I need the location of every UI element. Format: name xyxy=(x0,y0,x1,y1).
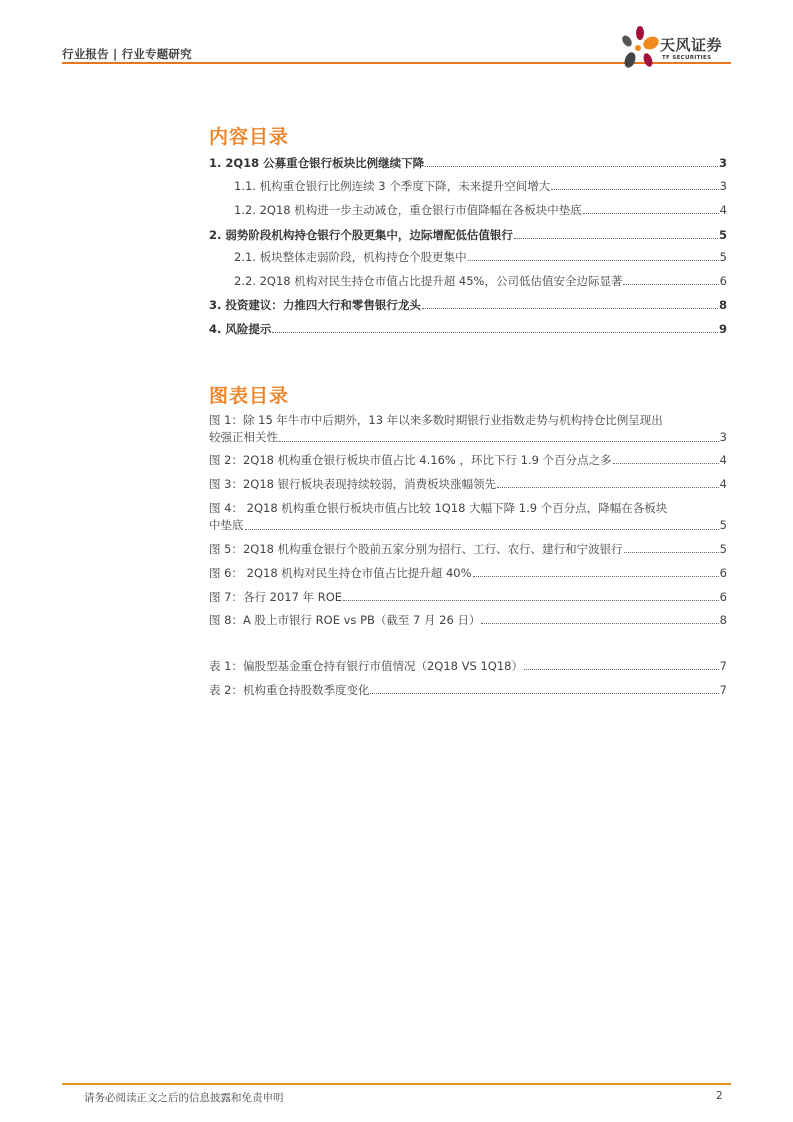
flower-logo-icon xyxy=(618,24,662,74)
company-logo xyxy=(618,24,738,74)
figure-item[interactable] xyxy=(209,412,727,446)
figure-item-page: 8 xyxy=(719,613,727,627)
figure-item[interactable] xyxy=(209,477,727,491)
toc-leader-dots xyxy=(279,441,719,442)
toc-item-label: 2. 弱势阶段机构持仓银行个股更集中，边际增配低估值银行 xyxy=(209,228,513,242)
footer-disclaimer: 请务必阅读正文之后的信息披露和免责申明 xyxy=(84,1092,284,1104)
figure-item[interactable] xyxy=(209,542,727,556)
figure-item-label-cont: 中垫底 xyxy=(209,518,244,532)
toc-item-page: 5 xyxy=(718,228,727,242)
toc-item-page: 3 xyxy=(719,179,727,193)
toc-leader-dots xyxy=(245,529,719,530)
figure-item-label: 图 1：除 15 年牛市中后期外，13 年以来多数时期银行业指数走势与机构持仓比例呈现出 xyxy=(209,413,663,427)
toc-item[interactable] xyxy=(234,250,727,264)
toc-item-label: 4. 风险提示 xyxy=(209,322,272,336)
toc-leader-dots xyxy=(473,575,719,577)
toc-leader-dots xyxy=(343,599,719,601)
toc-item-label: 2.2. 2Q18 机构对民生持仓市值占比提升超 45%，公司低估值安全边际显著 xyxy=(234,274,623,288)
figure-item-page: 5 xyxy=(719,518,727,532)
table-item-page: 7 xyxy=(719,683,727,697)
figure-item-label-cont: 较强正相关性 xyxy=(209,430,278,444)
figure-item-page: 5 xyxy=(719,542,727,556)
figure-item-label: 图 2：2Q18 机构重仓银行板块市值占比 4.16% ，环比下行 1.9 个百分点之多 xyxy=(209,453,612,467)
toc-item[interactable] xyxy=(234,179,727,193)
figure-item[interactable] xyxy=(209,500,727,534)
figure-item-page: 3 xyxy=(719,430,727,444)
toc-leader-dots xyxy=(425,165,718,167)
footer-divider xyxy=(62,1083,731,1085)
figure-item[interactable] xyxy=(209,566,727,580)
toc-item[interactable] xyxy=(209,322,727,336)
figure-item-label: 图 8：A 股上市银行 ROE vs PB（截至 7 月 26 日） xyxy=(209,613,481,627)
toc-item-label: 1.2. 2Q18 机构进一步主动减仓，重仓银行市值降幅在各板块中垫底 xyxy=(234,203,582,217)
figure-item-page: 4 xyxy=(719,477,727,491)
toc-item-page: 3 xyxy=(718,156,727,170)
table-item-page: 7 xyxy=(719,659,727,673)
figure-item-page: 6 xyxy=(719,590,727,604)
figure-item-page: 4 xyxy=(719,453,727,467)
toc-leader-dots xyxy=(623,283,718,285)
toc-item[interactable] xyxy=(209,298,727,312)
toc-item-label: 2.1. 板块整体走弱阶段，机构持仓个股更集中 xyxy=(234,250,467,264)
figure-item-label: 图 3：2Q18 银行板块表现持续较弱，消费板块涨幅领先 xyxy=(209,477,497,491)
toc-item[interactable] xyxy=(209,156,727,170)
toc-leader-dots xyxy=(524,668,719,670)
figure-item[interactable] xyxy=(209,590,727,604)
figure-item-label: 图 6： 2Q18 机构对民生持仓市值占比提升超 40% xyxy=(209,566,472,580)
toc-leader-dots xyxy=(583,212,719,214)
toc-item-page: 4 xyxy=(719,203,727,217)
toc-item-page: 5 xyxy=(719,250,727,264)
toc-leader-dots xyxy=(497,486,719,488)
toc-item-label: 1. 2Q18 公募重仓银行板块比例继续下降 xyxy=(209,156,425,170)
logo-english-name: TF SECURITIES xyxy=(662,55,712,61)
toc-item[interactable] xyxy=(234,203,727,217)
logo-chinese-name: 天风证券 xyxy=(660,36,723,54)
breadcrumb: 行业报告 | 行业专题研究 xyxy=(62,47,192,61)
table-item[interactable] xyxy=(209,683,727,697)
figure-item[interactable] xyxy=(209,613,727,627)
toc-item-page: 9 xyxy=(718,322,727,336)
figure-item-label: 图 4： 2Q18 机构重仓银行板块市值占比较 1Q18 大幅下降 1.9 个百分点，降幅在各板块 xyxy=(209,501,668,515)
toc-leader-dots xyxy=(468,259,719,261)
figure-item[interactable] xyxy=(209,453,727,467)
toc-leader-dots xyxy=(514,237,718,239)
toc-item-label: 1.1. 机构重仓银行比例连续 3 个季度下降，未来提升空间增大 xyxy=(234,179,551,193)
toc-leader-dots xyxy=(624,551,719,553)
toc-leader-dots xyxy=(370,692,718,694)
table-item[interactable] xyxy=(209,659,727,673)
toc-item-page: 6 xyxy=(719,274,727,288)
figure-item-label: 图 7：各行 2017 年 ROE xyxy=(209,590,343,604)
toc-item[interactable] xyxy=(234,274,727,288)
table-item-label: 表 2：机构重仓持股数季度变化 xyxy=(209,683,370,697)
toc-leader-dots xyxy=(481,622,718,624)
contents-title: 内容目录 xyxy=(209,126,290,148)
table-item-label: 表 1：偏股型基金重仓持有银行市值情况（2Q18 VS 1Q18） xyxy=(209,659,523,673)
figures-title: 图表目录 xyxy=(209,385,290,407)
toc-leader-dots xyxy=(551,188,718,190)
toc-item-label: 3. 投资建议：力推四大行和零售银行龙头 xyxy=(209,298,421,312)
toc-leader-dots xyxy=(272,331,718,333)
toc-item-page: 8 xyxy=(718,298,727,312)
figure-item-label: 图 5：2Q18 机构重仓银行个股前五家分别为招行、工行、农行、建行和宁波银行 xyxy=(209,542,623,556)
toc-item[interactable] xyxy=(209,228,727,242)
toc-leader-dots xyxy=(422,307,718,309)
toc-leader-dots xyxy=(613,462,719,464)
figure-item-page: 6 xyxy=(719,566,727,580)
page-number: 2 xyxy=(716,1090,723,1102)
